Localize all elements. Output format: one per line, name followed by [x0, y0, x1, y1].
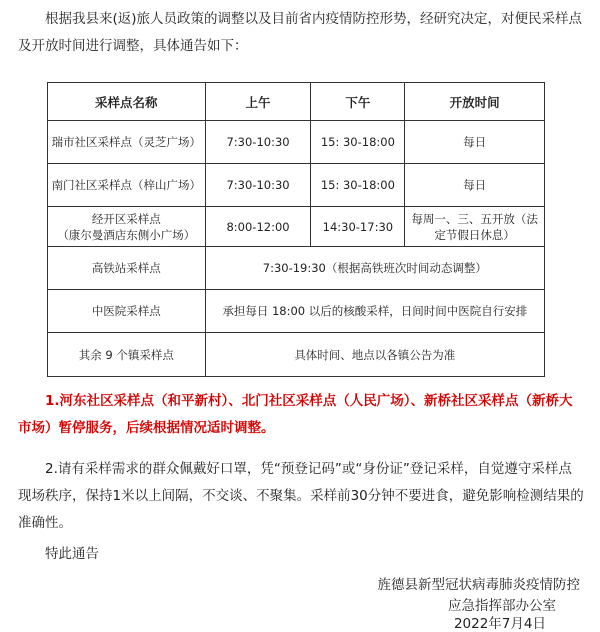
merged-hours: 具体时间、地点以各镇公告为准 [205, 333, 544, 377]
sampling-requirements-notice: 2.请有采样需求的群众佩戴好口罩，凭“预登记码”或“身份证”登记采样，自觉遵守采样点现场秩序，保持1米以上间隔，不交谈、不聚集。采样前30分钟不要进食，避免影响检测结果的准确性。 [18, 461, 584, 531]
signature-org-line2: 应急指挥部办公室 [448, 598, 556, 614]
open-days: 每日 [405, 121, 545, 164]
table-row [48, 290, 545, 333]
site-name: 南门社区采样点（梓山广场） [48, 164, 206, 207]
table-row [48, 247, 545, 290]
table-row [48, 121, 545, 164]
site-name-line1: 经开区采样点 [91, 211, 161, 226]
suspension-notice: 1.河东社区采样点（和平新村）、北门社区采样点（人民广场）、新桥社区采样点（新桥大市场）暂停服务，后续根据情况适时调整。 [18, 393, 573, 436]
merged-hours: 7:30-19:30（根据高铁班次时间动态调整） [205, 247, 544, 290]
header-afternoon: 下午 [311, 83, 405, 121]
site-name: 其余 9 个镇采样点 [48, 333, 206, 377]
morning-hours: 8:00-12:00 [205, 207, 311, 247]
morning-hours: 7:30-10:30 [205, 164, 311, 207]
site-name [48, 207, 206, 247]
table-header-row [48, 83, 545, 121]
table-row [48, 164, 545, 207]
afternoon-hours: 14:30-17:30 [311, 207, 405, 247]
site-name: 高铁站采样点 [48, 247, 206, 290]
site-name: 瑞市社区采样点（灵芝广场） [48, 121, 206, 164]
table-row [48, 333, 545, 377]
sampling-schedule-table [47, 82, 545, 377]
header-open-time: 开放时间 [405, 83, 545, 121]
closing-line: 特此通告 [45, 546, 99, 562]
table-row [48, 207, 545, 247]
site-name: 中医院采样点 [48, 290, 206, 333]
merged-hours: 承担每日 18:00 以后的核酸采样，日间时间中医院自行安排 [205, 290, 544, 333]
afternoon-hours: 15: 30-18:00 [311, 164, 405, 207]
header-morning: 上午 [205, 83, 311, 121]
signature-date: 2022年7月4日 [453, 616, 546, 632]
morning-hours: 7:30-10:30 [205, 121, 311, 164]
site-name-line2: （康尔曼酒店东侧小广场） [57, 227, 196, 242]
intro-paragraph: 根据我县来(返)旅人员政策的调整以及目前省内疫情防控形势，经研究决定，对便民采样点及开放时间进行调整，具体通告如下： [18, 11, 583, 54]
header-site-name: 采样点名称 [48, 83, 206, 121]
open-days: 每周一、三、五开放（法定节假日休息） [405, 207, 545, 247]
signature-org-line1: 旌德县新型冠状病毒肺炎疫情防控 [377, 577, 580, 593]
afternoon-hours: 15: 30-18:00 [311, 121, 405, 164]
open-days: 每日 [405, 164, 545, 207]
